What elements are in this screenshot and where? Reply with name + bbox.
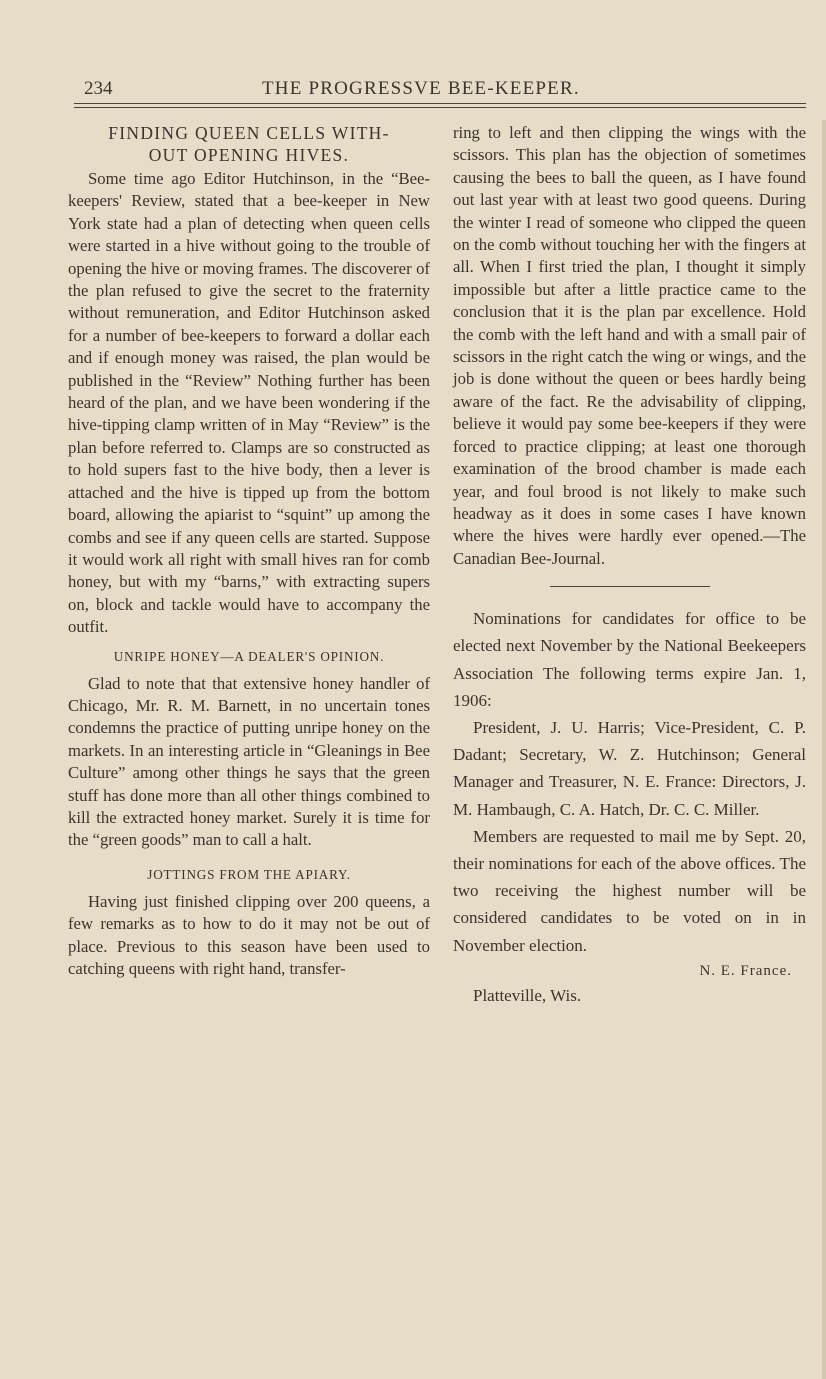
signature-place: Platteville, Wis. [473, 985, 582, 1005]
article-title-line2: OUT OPENING HIVES. [148, 145, 350, 165]
header-rule-bottom [74, 107, 806, 108]
right-column [453, 122, 806, 1009]
left-column [68, 122, 430, 980]
article-body-unripe-honey: Glad to note that that extensive honey handler of Chicago, Mr. R. M. Barnett, in no uncertain tones condemns the practice of putting unripe honey on the markets. In an interesting article in “Gleanings in Bee Culture” among other things he says that the green stuff has done more than all other things combined to kill the extracted honey market. Surely it is time for the “green goods” man to call a halt. [68, 673, 430, 850]
page-number: 234 [84, 78, 113, 99]
page-edge [822, 120, 826, 1379]
article-title-line1: FINDING QUEEN CELLS WITH- [108, 123, 390, 143]
nominations-paragraph-2: President, J. U. Harris; Vice-President, C. P. Dadant; Secretary, W. Z. Hutchinson; General Manager and Treasurer, N. E. France: Directors, J. M. Hambaugh, C. A. Hatch, Dr. C. C. Miller. [453, 717, 806, 819]
section-divider [550, 586, 710, 587]
article-body-jottings-continued: ring to left and then clipping the wings with the scissors. This plan has the objection of sometimes causing the bees to ball the queen, as I have found out last year with at least two good queens. During the winter I read of someone who clipped the queen on the comb without touching her with the fingers at all. When I first tried the plan, I thought it simply impossible but after a little practice came to the conclusion that it is the plan par excellence. Hold the comb with the left hand and with a small pair of scissors in the right catch the wing or wings, and the job is done without the queen or bees hardly being aware of the fact. Re the advisability of clipping, believe it would pay some bee-keepers if they were forced to practice clipping; at least one thorough examination of the brood chamber is made each year, and foul brood is not likely to make such headway as it does in some cases I have known where the hives were hardly ever opened.—The Canadian Bee-Journal. [453, 123, 806, 568]
article-title-queen-cells [68, 122, 430, 166]
article-title-unripe-honey: UNRIPE HONEY—A DEALER'S OPINION. [113, 648, 385, 664]
article-title-jottings: JOTTINGS FROM THE APIARY. [147, 866, 351, 882]
article-body-queen-cells: Some time ago Editor Hutchinson, in the “Bee-keepers' Review, stated that a bee-keeper in New York state had a plan of detecting when queen cells were started in a hive without going to the trouble of opening the hive or moving frames. The discoverer of the plan refused to give the secret to the fraternity without remuneration, and Editor Hutchinson asked for a number of bee-keepers to forward a dollar each and if enough money was raised, the plan would be published in the “Review” Nothing further has been heard of the plan, and we have been wondering if the hive-tipping clamp written of in May “Review” is the plan before referred to. Clamps are so constructed as to hold supers fast to the hive body, then a lever is attached and the hive is tipped up from the bottom board, allowing the apiarist to “squint” up among the combs and see if any queen cells are started. Suppose it would work all right with small hives ran for comb honey, but with my “barns,” with extracting supers on, block and tackle would have to accompany the outfit. [68, 169, 430, 637]
page-header [0, 78, 826, 102]
signature: N. E. France. [699, 962, 792, 979]
header-rule-top [74, 103, 806, 104]
nominations-paragraph-1: Nominations for candidates for office to be elected next November by the National Beekeepers Association The following terms expire Jan. 1, 1906: [453, 609, 806, 710]
nominations-paragraph-3: Members are requested to mail me by Sept. 20, their nominations for each of the above offices. The two receiving the highest number will be considered candidates to be voted on in in November election. [453, 826, 806, 955]
article-body-jottings: Having just finished clipping over 200 queens, a few remarks as to how to do it may not be out of place. Previous to this season have been used to catching queens with right hand, transfer- [68, 891, 430, 978]
running-title: THE PROGRESSVE BEE-KEEPER. [262, 78, 580, 99]
